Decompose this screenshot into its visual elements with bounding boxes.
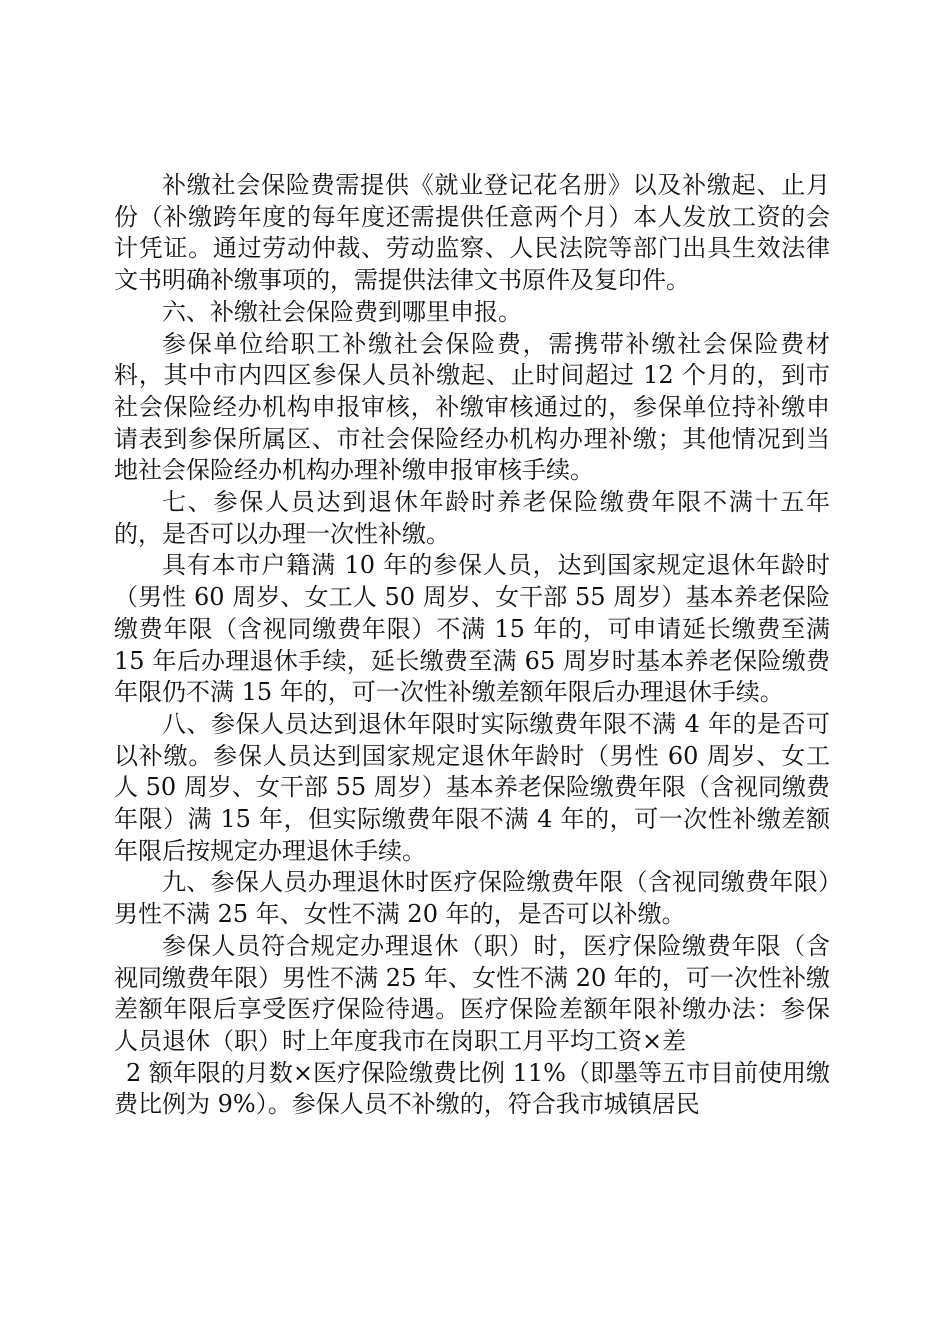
paragraph-section-8: 八、参保人员达到退休年限时实际缴费年限不满 4 年的是否可以补缴。参保人员达到国家规定退休年龄时（男性 60 周岁、女工人 50 周岁、女干部 55 周岁）基本养老保险缴费年限（含视同缴费年限）满 15 年，但实际缴费年限不满 4 年的，可一次性补缴差额年限后按规定办理退休手续。 [114,709,830,865]
paragraph-continuation: 2 额年限的月数×医疗保险缴费比例 11%（即墨等五市目前使用缴费比例为 9%）。参保人员不补缴的，符合我市城镇居民 [114,1058,830,1119]
paragraph-supplementary-materials: 补缴社会保险费需提供《就业登记花名册》以及补缴起、止月份（补缴跨年度的每年度还需提供任意两个月）本人发放工资的会计凭证。通过劳动仲裁、劳动监察、人民法院等部门出具生效法律文书明确补缴事项的，需提供法律文书原件及复印件。 [114,171,830,295]
paragraph-section-6-body: 参保单位给职工补缴社会保险费，需携带补缴社会保险费材料，其中市内四区参保人员补缴起、止时间超过 12 个月的，到市社会保险经办机构申报审核，补缴审核通过的，参保单位持补缴申请表到参保所属区、市社会保险经办机构办理补缴；其他情况到当地社会保险经办机构办理补缴申报审核手续。 [114,329,830,485]
heading-section-6: 六、补缴社会保险费到哪里申报。 [162,297,522,326]
document-body [114,170,830,1121]
heading-section-9: 九、参保人员办理退休时医疗保险缴费年限（含视同缴费年限）男性不满 25 年、女性不满 20 年的，是否可以补缴。 [114,868,830,929]
paragraph-section-7-body: 具有本市户籍满 10 年的参保人员，达到国家规定退休年龄时（男性 60 周岁、女工人 50 周岁、女干部 55 周岁）基本养老保险缴费年限（含视同缴费年限）不满 15 年的，可申请延长缴费至满 15 年后办理退休手续，延长缴费至满 65 周岁时基本养老保险缴费年限仍不满 15 年的，可一次性补缴差额年限后办理退休手续。 [114,551,830,707]
heading-section-7: 七、参保人员达到退休年龄时养老保险缴费年限不满十五年的，是否可以办理一次性补缴。 [114,488,830,548]
paragraph-section-9-body: 参保人员符合规定办理退休（职）时，医疗保险缴费年限（含视同缴费年限）男性不满 25 年、女性不满 20 年的，可一次性补缴差额年限后享受医疗保险待遇。医疗保险差额年限补缴办法：参保人员退休（职）时上年度我市在岗职工月平均工资×差 [114,931,830,1055]
